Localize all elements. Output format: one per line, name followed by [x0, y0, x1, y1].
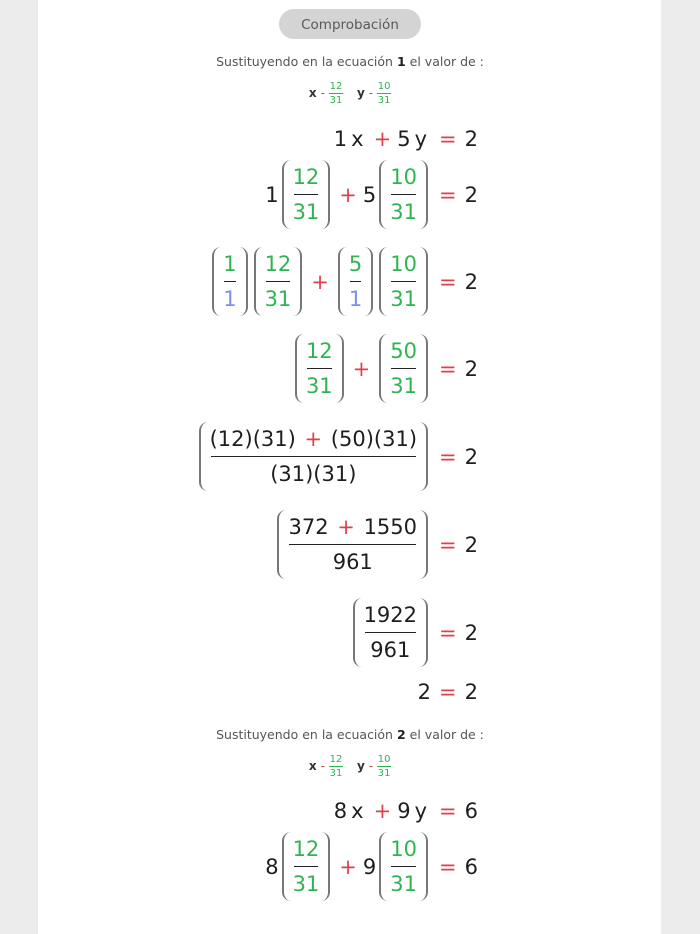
math-term: 12: [292, 837, 320, 861]
substitution-intro-2: [0, 727, 700, 742]
math-term: 10: [390, 252, 418, 276]
math-term: 10: [390, 165, 418, 189]
math-term: 961: [332, 550, 373, 574]
math-term: 31: [329, 767, 343, 779]
math-term: y: [356, 759, 365, 773]
math-term: y: [356, 86, 365, 100]
math-term: =: [439, 127, 457, 151]
math-term: 31: [390, 374, 418, 398]
math-term: 1: [223, 287, 237, 311]
math-term: =: [439, 799, 457, 823]
math-term: 50: [390, 339, 418, 363]
substitution-values-2: [0, 751, 700, 781]
math-term: x: [351, 127, 364, 151]
equation-step-8: [418, 680, 478, 704]
math-term: 5: [362, 182, 377, 207]
equation-2-step-1: [334, 799, 478, 823]
math-term: (50)(31): [330, 427, 418, 451]
math-term: +: [339, 182, 357, 207]
math-term: 372: [288, 515, 329, 539]
intro-text: Sustituyendo en la ecuación: [216, 54, 393, 69]
math-term: =: [439, 444, 457, 469]
math-term: 12: [264, 252, 292, 276]
math-term: 10: [377, 753, 391, 765]
equation-number: 1: [396, 54, 406, 69]
math-term: 2: [417, 680, 432, 704]
math-term: y: [414, 799, 428, 823]
math-term: =: [439, 680, 457, 704]
math-term: 12: [329, 753, 343, 765]
math-term: 2: [464, 620, 478, 645]
x-value: x - 12 31: [308, 80, 343, 106]
comprobacion-button[interactable]: Comprobación: [279, 9, 421, 39]
math-term: 31: [390, 200, 418, 224]
math-term: 10: [390, 837, 418, 861]
math-term: x: [308, 759, 317, 773]
equation-step-3: [209, 247, 478, 316]
math-term: 1: [265, 182, 279, 207]
equation-step-4: [292, 334, 478, 403]
math-term: 31: [329, 94, 343, 106]
math-term: +: [373, 799, 392, 823]
y-value: y - 10 31: [356, 753, 391, 779]
math-term: 2: [464, 127, 478, 151]
math-term: +: [337, 515, 355, 539]
math-term: +: [304, 427, 323, 451]
math-term: 2: [464, 182, 478, 207]
math-term: 12: [305, 339, 333, 363]
math-term: 31: [377, 767, 391, 779]
math-term: 6: [464, 854, 478, 879]
math-term: =: [439, 356, 457, 381]
math-term: 31: [292, 200, 320, 224]
equation-step-1: [334, 127, 478, 151]
equation-step-5: [196, 422, 478, 491]
math-term: 9: [397, 799, 411, 823]
math-term: 12: [329, 80, 343, 92]
math-term: 5: [397, 127, 411, 151]
substitution-intro-1: [0, 54, 700, 69]
math-term: 2: [464, 356, 478, 381]
math-term: y: [414, 127, 428, 151]
math-term: 8: [333, 799, 348, 823]
math-term: 2: [464, 444, 478, 469]
math-term: +: [352, 356, 371, 381]
intro-text: Sustituyendo en la ecuación: [216, 727, 393, 742]
math-term: 1922: [363, 603, 418, 627]
equation-2-step-2: [265, 832, 478, 901]
math-term: x: [351, 799, 364, 823]
math-term: 1: [223, 252, 237, 276]
math-term: (31)(31): [270, 462, 357, 486]
math-term: 31: [390, 872, 418, 896]
substitution-values-1: [0, 78, 700, 108]
math-term: 31: [292, 872, 320, 896]
math-term: 6: [464, 799, 478, 823]
math-term: +: [311, 269, 329, 294]
intro-text-end: el valor de :: [409, 727, 484, 742]
math-term: 1550: [363, 515, 418, 539]
math-term: =: [439, 854, 457, 879]
math-term: 961: [370, 638, 411, 662]
math-term: 31: [390, 287, 418, 311]
math-term: x: [308, 86, 317, 100]
math-term: +: [373, 127, 392, 151]
math-term: =: [439, 182, 457, 207]
math-term: 31: [305, 374, 333, 398]
math-term: +: [339, 854, 357, 879]
math-term: (12)(31): [209, 427, 296, 451]
math-term: =: [439, 620, 457, 645]
math-term: 2: [464, 532, 478, 557]
math-term: 5: [348, 252, 363, 276]
equation-number: 2: [396, 727, 406, 742]
math-term: 31: [377, 94, 391, 106]
math-term: 8: [265, 854, 279, 879]
math-term: 1: [333, 127, 348, 151]
math-term: 10: [377, 80, 391, 92]
math-term: 1: [348, 287, 363, 311]
math-term: 12: [292, 165, 320, 189]
math-term: 31: [264, 287, 292, 311]
intro-text-end: el valor de :: [409, 54, 484, 69]
math-term: =: [439, 269, 457, 294]
equation-step-7: [350, 598, 478, 667]
math-term: =: [439, 532, 457, 557]
x-value: x - 12 31: [308, 753, 343, 779]
equation-step-6: [274, 510, 478, 579]
y-value: y - 10 31: [356, 80, 391, 106]
equation-step-2: [265, 160, 478, 229]
math-term: 9: [362, 854, 377, 879]
math-term: 2: [464, 680, 478, 704]
math-term: 2: [464, 269, 478, 294]
